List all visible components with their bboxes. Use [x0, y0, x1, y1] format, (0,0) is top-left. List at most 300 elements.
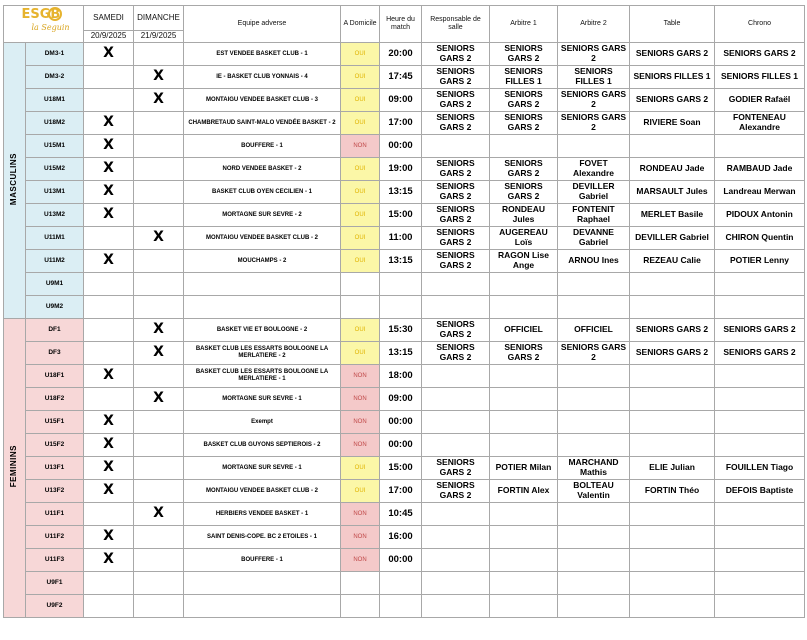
responsable-cell — [422, 526, 490, 549]
team-code-cell: U13F2 — [26, 480, 84, 503]
dimanche-cell: X — [134, 319, 184, 342]
arbitre1-cell — [490, 503, 558, 526]
dimanche-cell — [134, 572, 184, 595]
arbitre2-cell — [558, 365, 630, 388]
dimanche-cell: X — [134, 342, 184, 365]
time-cell: 09:00 — [380, 388, 422, 411]
time-cell: 13:15 — [380, 342, 422, 365]
samedi-cell: X — [84, 158, 134, 181]
responsable-cell — [422, 503, 490, 526]
samedi-cell — [84, 66, 134, 89]
home-cell: NON — [341, 526, 380, 549]
arbitre2-cell — [558, 135, 630, 158]
opponent-cell: CHAMBRETAUD SAINT-MALO VENDÉE BASKET - 2 — [184, 112, 341, 135]
responsable-cell: SENIORS GARS 2 — [422, 89, 490, 112]
samedi-cell: X — [84, 43, 134, 66]
samedi-cell — [84, 595, 134, 618]
group-label: MASCULINS — [9, 152, 19, 206]
table-row — [4, 526, 805, 549]
home-cell: NON — [341, 411, 380, 434]
logo-text: ESGB — [21, 7, 61, 22]
table-cell — [630, 595, 715, 618]
arbitre1-cell — [490, 296, 558, 319]
opponent-cell: BASKET VIE ET BOULOGNE - 2 — [184, 319, 341, 342]
opponent-cell: MOUCHAMPS - 2 — [184, 250, 341, 273]
arbitre1-cell — [490, 365, 558, 388]
table-row — [4, 572, 805, 595]
responsable-cell: SENIORS GARS 2 — [422, 319, 490, 342]
home-cell: OUI — [341, 66, 380, 89]
arbitre1-cell: RAGON Lise Ange — [490, 250, 558, 273]
dimanche-cell — [134, 480, 184, 503]
chrono-cell: Landreau Merwan — [715, 181, 805, 204]
team-code-cell: U15M2 — [26, 158, 84, 181]
arbitre2-cell — [558, 273, 630, 296]
team-code-cell: U18M2 — [26, 112, 84, 135]
group-feminins — [4, 319, 26, 618]
samedi-cell — [84, 319, 134, 342]
chrono-cell: SENIORS GARS 2 — [715, 43, 805, 66]
home-cell: NON — [341, 388, 380, 411]
home-cell: OUI — [341, 204, 380, 227]
table-cell — [630, 549, 715, 572]
opponent-cell: Exempt — [184, 411, 341, 434]
table-cell — [630, 296, 715, 319]
arbitre2-cell — [558, 434, 630, 457]
arbitre2-cell — [558, 572, 630, 595]
arbitre1-cell — [490, 549, 558, 572]
chrono-cell: SENIORS FILLES 1 — [715, 66, 805, 89]
arbitre1-cell: POTIER Milan — [490, 457, 558, 480]
time-cell: 17:45 — [380, 66, 422, 89]
table-row — [4, 181, 805, 204]
responsable-cell: SENIORS GARS 2 — [422, 204, 490, 227]
responsable-cell: SENIORS GARS 2 — [422, 342, 490, 365]
samedi-cell: X — [84, 181, 134, 204]
table-row — [4, 549, 805, 572]
table-row — [4, 250, 805, 273]
table-row — [4, 296, 805, 319]
samedi-cell — [84, 342, 134, 365]
samedi-cell: X — [84, 250, 134, 273]
samedi-cell: X — [84, 434, 134, 457]
dimanche-cell: X — [134, 503, 184, 526]
time-cell: 17:00 — [380, 480, 422, 503]
arbitre1-cell — [490, 411, 558, 434]
table-cell — [630, 273, 715, 296]
time-cell: 13:15 — [380, 250, 422, 273]
table-row — [4, 66, 805, 89]
opponent-cell: EST VENDEE BASKET CLUB - 1 — [184, 43, 341, 66]
header-equipe-adverse: Equipe adverse — [184, 6, 341, 43]
opponent-cell — [184, 572, 341, 595]
table-cell — [630, 572, 715, 595]
home-cell: OUI — [341, 319, 380, 342]
dimanche-cell — [134, 43, 184, 66]
samedi-cell: X — [84, 135, 134, 158]
table-cell: RONDEAU Jade — [630, 158, 715, 181]
home-cell: NON — [341, 549, 380, 572]
header-arbitre1: Arbitre 1 — [490, 6, 558, 43]
samedi-cell — [84, 89, 134, 112]
arbitre2-cell: SENIORS GARS 2 — [558, 89, 630, 112]
dimanche-cell — [134, 434, 184, 457]
chrono-cell — [715, 388, 805, 411]
opponent-cell: MORTAGNE SUR SEVRE - 1 — [184, 388, 341, 411]
dimanche-cell — [134, 296, 184, 319]
arbitre1-cell: SENIORS FILLES 1 — [490, 66, 558, 89]
team-code-cell: U18F1 — [26, 365, 84, 388]
arbitre1-cell: SENIORS GARS 2 — [490, 181, 558, 204]
time-cell: 15:00 — [380, 457, 422, 480]
time-cell: 00:00 — [380, 549, 422, 572]
dimanche-cell — [134, 158, 184, 181]
responsable-cell: SENIORS GARS 2 — [422, 480, 490, 503]
dimanche-cell: X — [134, 388, 184, 411]
header-heure: Heure du match — [380, 6, 422, 43]
group-label: FEMININS — [9, 445, 19, 488]
home-cell: OUI — [341, 457, 380, 480]
team-code-cell: DF3 — [26, 342, 84, 365]
team-code-cell: U9F2 — [26, 595, 84, 618]
table-cell — [630, 434, 715, 457]
arbitre1-cell — [490, 388, 558, 411]
basketball-icon — [48, 7, 62, 21]
table-row — [4, 388, 805, 411]
dimanche-cell — [134, 365, 184, 388]
chrono-cell — [715, 296, 805, 319]
table-row — [4, 135, 805, 158]
chrono-cell — [715, 273, 805, 296]
opponent-cell: HERBIERS VENDEE BASKET - 1 — [184, 503, 341, 526]
arbitre2-cell: SENIORS GARS 2 — [558, 43, 630, 66]
responsable-cell — [422, 434, 490, 457]
samedi-cell — [84, 572, 134, 595]
table-cell — [630, 526, 715, 549]
responsable-cell: SENIORS GARS 2 — [422, 457, 490, 480]
arbitre1-cell — [490, 595, 558, 618]
home-cell — [341, 595, 380, 618]
arbitre2-cell — [558, 411, 630, 434]
arbitre2-cell: SENIORS FILLES 1 — [558, 66, 630, 89]
responsable-cell — [422, 572, 490, 595]
home-cell — [341, 296, 380, 319]
samedi-cell: X — [84, 365, 134, 388]
responsable-cell: SENIORS GARS 2 — [422, 250, 490, 273]
opponent-cell: MONTAIGU VENDEE BASKET CLUB - 2 — [184, 227, 341, 250]
team-code-cell: U18M1 — [26, 89, 84, 112]
header-chrono: Chrono — [715, 6, 805, 43]
home-cell: OUI — [341, 227, 380, 250]
table-row — [4, 365, 805, 388]
table-cell: SENIORS GARS 2 — [630, 43, 715, 66]
arbitre1-cell — [490, 572, 558, 595]
table-cell — [630, 135, 715, 158]
table-cell: SENIORS GARS 2 — [630, 89, 715, 112]
opponent-cell: BASKET CLUB LES ESSARTS BOULOGNE LA MERLATIERE - 2 — [184, 342, 341, 365]
team-code-cell: DF1 — [26, 319, 84, 342]
dimanche-cell — [134, 526, 184, 549]
team-code-cell: U13F1 — [26, 457, 84, 480]
club-logo — [4, 6, 84, 43]
arbitre1-cell: OFFICIEL — [490, 319, 558, 342]
table-cell: RIVIERE Soan — [630, 112, 715, 135]
table-row — [4, 43, 805, 66]
chrono-cell: POTIER Lenny — [715, 250, 805, 273]
team-code-cell: U13M1 — [26, 181, 84, 204]
team-code-cell: U15F2 — [26, 434, 84, 457]
opponent-cell: NORD VENDEE BASKET - 2 — [184, 158, 341, 181]
arbitre2-cell: BOLTEAU Valentin — [558, 480, 630, 503]
logo-subtext: la Seguin — [31, 23, 70, 32]
dimanche-cell — [134, 204, 184, 227]
arbitre2-cell: OFFICIEL — [558, 319, 630, 342]
samedi-cell: X — [84, 480, 134, 503]
dimanche-cell — [134, 250, 184, 273]
team-code-cell: U11F1 — [26, 503, 84, 526]
arbitre2-cell: FONTENIT Raphael — [558, 204, 630, 227]
time-cell: 00:00 — [380, 411, 422, 434]
chrono-cell: GODIER Rafaël — [715, 89, 805, 112]
samedi-cell — [84, 503, 134, 526]
table-cell: DEVILLER Gabriel — [630, 227, 715, 250]
samedi-cell: X — [84, 457, 134, 480]
team-code-cell: U13M2 — [26, 204, 84, 227]
chrono-cell — [715, 411, 805, 434]
dimanche-cell — [134, 273, 184, 296]
time-cell: 19:00 — [380, 158, 422, 181]
opponent-cell — [184, 595, 341, 618]
table-cell: ELIE Julian — [630, 457, 715, 480]
team-code-cell: U11F3 — [26, 549, 84, 572]
table-row — [4, 480, 805, 503]
dimanche-cell — [134, 181, 184, 204]
dimanche-cell — [134, 112, 184, 135]
arbitre2-cell — [558, 388, 630, 411]
opponent-cell: BASKET CLUB LES ESSARTS BOULOGNE LA MERLATIERE - 1 — [184, 365, 341, 388]
arbitre1-cell — [490, 273, 558, 296]
samedi-cell — [84, 388, 134, 411]
table-row — [4, 342, 805, 365]
samedi-cell: X — [84, 204, 134, 227]
chrono-cell — [715, 365, 805, 388]
arbitre2-cell: ARNOU Ines — [558, 250, 630, 273]
home-cell — [341, 273, 380, 296]
time-cell — [380, 273, 422, 296]
responsable-cell — [422, 595, 490, 618]
chrono-cell — [715, 434, 805, 457]
samedi-cell: X — [84, 549, 134, 572]
team-code-cell: U9F1 — [26, 572, 84, 595]
responsable-cell — [422, 135, 490, 158]
chrono-cell: DEFOIS Baptiste — [715, 480, 805, 503]
chrono-cell — [715, 572, 805, 595]
home-cell: OUI — [341, 181, 380, 204]
team-code-cell: DM3-2 — [26, 66, 84, 89]
dimanche-cell — [134, 135, 184, 158]
table-row — [4, 411, 805, 434]
chrono-cell: RAMBAUD Jade — [715, 158, 805, 181]
responsable-cell: SENIORS GARS 2 — [422, 158, 490, 181]
home-cell — [341, 572, 380, 595]
arbitre2-cell — [558, 595, 630, 618]
table-cell: REZEAU Calie — [630, 250, 715, 273]
arbitre1-cell: SENIORS GARS 2 — [490, 43, 558, 66]
samedi-cell — [84, 273, 134, 296]
chrono-cell — [715, 503, 805, 526]
table-cell: SENIORS FILLES 1 — [630, 66, 715, 89]
home-cell: OUI — [341, 89, 380, 112]
team-code-cell: U9M1 — [26, 273, 84, 296]
dimanche-cell: X — [134, 227, 184, 250]
home-cell: NON — [341, 135, 380, 158]
team-code-cell: U9M2 — [26, 296, 84, 319]
dimanche-cell — [134, 595, 184, 618]
time-cell: 18:00 — [380, 365, 422, 388]
chrono-cell: SENIORS GARS 2 — [715, 319, 805, 342]
home-cell: OUI — [341, 480, 380, 503]
time-cell — [380, 296, 422, 319]
responsable-cell — [422, 365, 490, 388]
home-cell: NON — [341, 434, 380, 457]
chrono-cell — [715, 549, 805, 572]
time-cell: 15:30 — [380, 319, 422, 342]
home-cell: OUI — [341, 342, 380, 365]
header-table: Table — [630, 6, 715, 43]
opponent-cell: BOUFFERE - 1 — [184, 549, 341, 572]
arbitre2-cell: DEVILLER Gabriel — [558, 181, 630, 204]
samedi-cell: X — [84, 112, 134, 135]
samedi-cell — [84, 227, 134, 250]
arbitre2-cell — [558, 296, 630, 319]
table-cell: MARSAULT Jules — [630, 181, 715, 204]
header-responsable: Responsable de salle — [422, 6, 490, 43]
arbitre2-cell: MARCHAND Mathis — [558, 457, 630, 480]
home-cell: OUI — [341, 250, 380, 273]
header-samedi: SAMEDI — [84, 6, 134, 31]
responsable-cell: SENIORS GARS 2 — [422, 66, 490, 89]
time-cell: 11:00 — [380, 227, 422, 250]
opponent-cell: MONTAIGU VENDEE BASKET CLUB - 2 — [184, 480, 341, 503]
time-cell: 00:00 — [380, 434, 422, 457]
team-code-cell: U11M2 — [26, 250, 84, 273]
samedi-cell — [84, 296, 134, 319]
team-code-cell: U15M1 — [26, 135, 84, 158]
chrono-cell — [715, 595, 805, 618]
time-cell: 13:15 — [380, 181, 422, 204]
opponent-cell: SAINT DENIS-COPE. BC 2 ETOILES - 1 — [184, 526, 341, 549]
opponent-cell: IE - BASKET CLUB YONNAIS - 4 — [184, 66, 341, 89]
header-dimanche: DIMANCHE — [134, 6, 184, 31]
responsable-cell — [422, 296, 490, 319]
table-cell — [630, 388, 715, 411]
home-cell: OUI — [341, 43, 380, 66]
table-row — [4, 112, 805, 135]
table-row — [4, 89, 805, 112]
home-cell: NON — [341, 365, 380, 388]
chrono-cell — [715, 526, 805, 549]
header-samedi-date: 20/9/2025 — [84, 31, 134, 43]
match-schedule-table — [3, 5, 805, 618]
responsable-cell: SENIORS GARS 2 — [422, 43, 490, 66]
table-row — [4, 595, 805, 618]
table-cell: SENIORS GARS 2 — [630, 342, 715, 365]
table-row — [4, 319, 805, 342]
team-code-cell: U11M1 — [26, 227, 84, 250]
opponent-cell: MONTAIGU VENDEE BASKET CLUB - 3 — [184, 89, 341, 112]
team-code-cell: DM3-1 — [26, 43, 84, 66]
table-cell: FORTIN Théo — [630, 480, 715, 503]
table-row — [4, 204, 805, 227]
responsable-cell — [422, 273, 490, 296]
opponent-cell: MORTAGNE SUR SEVRE - 1 — [184, 457, 341, 480]
chrono-cell: PIDOUX Antonin — [715, 204, 805, 227]
arbitre2-cell — [558, 549, 630, 572]
time-cell: 10:45 — [380, 503, 422, 526]
opponent-cell: MORTAGNE SUR SEVRE - 2 — [184, 204, 341, 227]
opponent-cell — [184, 273, 341, 296]
home-cell: NON — [341, 503, 380, 526]
table-cell: MERLET Basile — [630, 204, 715, 227]
team-code-cell: U18F2 — [26, 388, 84, 411]
time-cell: 09:00 — [380, 89, 422, 112]
time-cell: 20:00 — [380, 43, 422, 66]
header-dimanche-date: 21/9/2025 — [134, 31, 184, 43]
arbitre1-cell — [490, 526, 558, 549]
arbitre2-cell: SENIORS GARS 2 — [558, 112, 630, 135]
dimanche-cell — [134, 457, 184, 480]
table-row — [4, 457, 805, 480]
responsable-cell — [422, 411, 490, 434]
table-row — [4, 434, 805, 457]
opponent-cell — [184, 296, 341, 319]
arbitre1-cell: SENIORS GARS 2 — [490, 89, 558, 112]
arbitre1-cell: RONDEAU Jules — [490, 204, 558, 227]
arbitre2-cell: SENIORS GARS 2 — [558, 342, 630, 365]
header-a-domicile: A Domicile — [341, 6, 380, 43]
responsable-cell: SENIORS GARS 2 — [422, 112, 490, 135]
arbitre2-cell: FOVET Alexandre — [558, 158, 630, 181]
arbitre2-cell — [558, 526, 630, 549]
time-cell — [380, 595, 422, 618]
opponent-cell: BOUFFERE - 1 — [184, 135, 341, 158]
arbitre1-cell: FORTIN Alex — [490, 480, 558, 503]
time-cell: 00:00 — [380, 135, 422, 158]
samedi-cell: X — [84, 526, 134, 549]
arbitre1-cell: SENIORS GARS 2 — [490, 158, 558, 181]
time-cell: 15:00 — [380, 204, 422, 227]
table-cell: SENIORS GARS 2 — [630, 319, 715, 342]
responsable-cell: SENIORS GARS 2 — [422, 227, 490, 250]
table-cell — [630, 365, 715, 388]
samedi-cell: X — [84, 411, 134, 434]
dimanche-cell — [134, 549, 184, 572]
time-cell — [380, 572, 422, 595]
chrono-cell — [715, 135, 805, 158]
chrono-cell: FONTENEAU Alexandre — [715, 112, 805, 135]
header-arbitre2: Arbitre 2 — [558, 6, 630, 43]
responsable-cell: SENIORS GARS 2 — [422, 181, 490, 204]
time-cell: 17:00 — [380, 112, 422, 135]
arbitre1-cell — [490, 135, 558, 158]
arbitre1-cell: AUGEREAU Loïs — [490, 227, 558, 250]
team-code-cell: U15F1 — [26, 411, 84, 434]
chrono-cell: FOUILLEN Tiago — [715, 457, 805, 480]
table-cell — [630, 503, 715, 526]
chrono-cell: SENIORS GARS 2 — [715, 342, 805, 365]
table-cell — [630, 411, 715, 434]
team-code-cell: U11F2 — [26, 526, 84, 549]
